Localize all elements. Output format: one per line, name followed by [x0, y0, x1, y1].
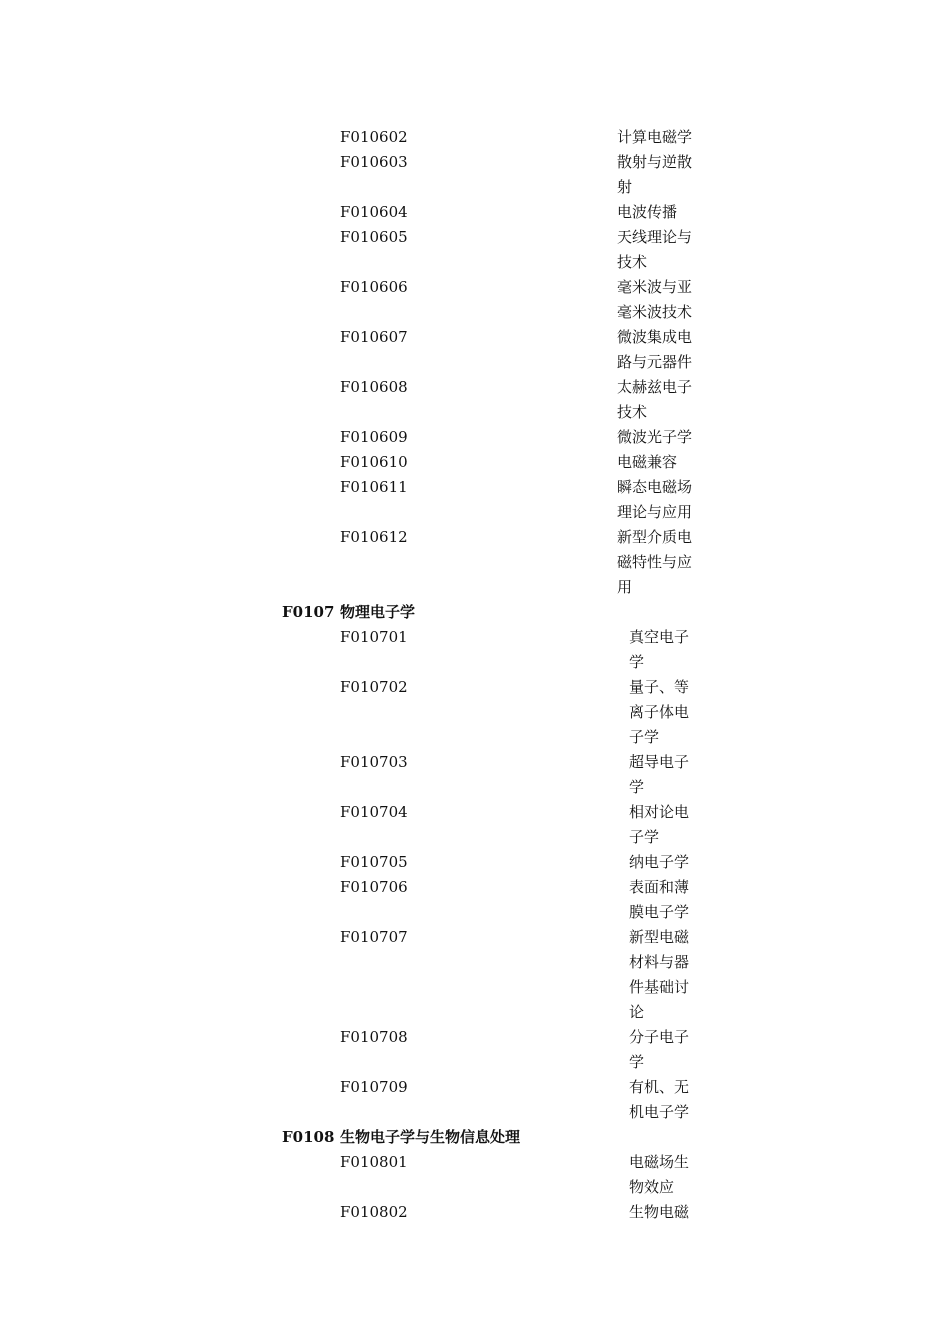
entry-code: F010704 [340, 803, 408, 821]
entry-label: 理论与应用 [617, 503, 693, 521]
entry-code: F010701 [340, 628, 408, 646]
entry-label: 机电子学 [629, 1103, 690, 1121]
entry-label: 技术 [617, 403, 648, 421]
entry-code: F010606 [340, 278, 408, 296]
entry-label: 毫米波与亚 [617, 278, 693, 296]
entry-label: 微波光子学 [617, 428, 693, 446]
entry-label: 新型介质电 [617, 528, 693, 546]
entry-code: F010605 [340, 228, 408, 246]
entry-label: 超导电子 [629, 753, 690, 771]
entry-code: F010612 [340, 528, 408, 546]
entry-code: F010609 [340, 428, 408, 446]
entry-label: 微波集成电 [617, 328, 693, 346]
entry-label: 子学 [629, 728, 660, 746]
entry-label: 分子电子 [629, 1028, 690, 1046]
entry-label: 路与元器件 [617, 353, 693, 371]
entry-label: 磁特性与应 [617, 553, 693, 571]
entry-label: 生物电磁 [629, 1203, 690, 1221]
entry-label: 新型电磁 [629, 928, 690, 946]
entry-label: 件基础讨 [629, 978, 690, 996]
entry-code: F010610 [340, 453, 408, 471]
entry-label: 表面和薄 [629, 878, 690, 896]
section-title: 生物电子学与生物信息处理 [340, 1128, 521, 1146]
section-title: 物理电子学 [340, 603, 416, 621]
entry-label: 物效应 [629, 1178, 675, 1196]
entry-code: F010604 [340, 203, 408, 221]
entry-label: 学 [629, 1053, 645, 1071]
entry-label: 材料与器 [629, 953, 690, 971]
entry-code: F010705 [340, 853, 408, 871]
entry-code: F010611 [340, 478, 408, 496]
entry-code: F010708 [340, 1028, 408, 1046]
entry-code: F010706 [340, 878, 408, 896]
entry-label: 计算电磁学 [617, 128, 693, 146]
entry-label: 学 [629, 653, 645, 671]
entry-label: 子学 [629, 828, 660, 846]
entry-label: 纳电子学 [629, 853, 690, 871]
entry-code: F010707 [340, 928, 408, 946]
entry-code: F010603 [340, 153, 408, 171]
entry-code: F010802 [340, 1203, 408, 1221]
entry-label: 技术 [617, 253, 648, 271]
entry-label: 相对论电 [629, 803, 690, 821]
entry-label: 太赫兹电子 [617, 378, 693, 396]
entry-code: F010703 [340, 753, 408, 771]
entry-code: F010608 [340, 378, 408, 396]
entry-label: 电磁兼容 [617, 453, 678, 471]
entry-label: 散射与逆散 [617, 153, 693, 171]
entry-code: F010702 [340, 678, 408, 696]
entry-label: 电磁场生 [629, 1153, 690, 1171]
entry-label: 有机、无 [629, 1078, 690, 1096]
section-code: F0107 [282, 603, 335, 621]
entry-label: 离子体电 [629, 703, 690, 721]
entry-label: 量子、等 [629, 678, 690, 696]
entry-label: 用 [617, 578, 633, 596]
entry-label: 真空电子 [629, 628, 690, 646]
entry-label: 天线理论与 [617, 228, 693, 246]
entry-code: F010801 [340, 1153, 408, 1171]
entry-code: F010709 [340, 1078, 408, 1096]
entry-label: 毫米波技术 [617, 303, 693, 321]
entry-code: F010607 [340, 328, 408, 346]
section-code: F0108 [282, 1128, 335, 1146]
entry-label: 论 [629, 1003, 645, 1021]
entry-label: 瞬态电磁场 [617, 478, 693, 496]
entry-code: F010602 [340, 128, 408, 146]
entry-label: 膜电子学 [629, 903, 690, 921]
entry-label: 电波传播 [617, 203, 678, 221]
entry-label: 射 [617, 178, 633, 196]
entry-label: 学 [629, 778, 645, 796]
